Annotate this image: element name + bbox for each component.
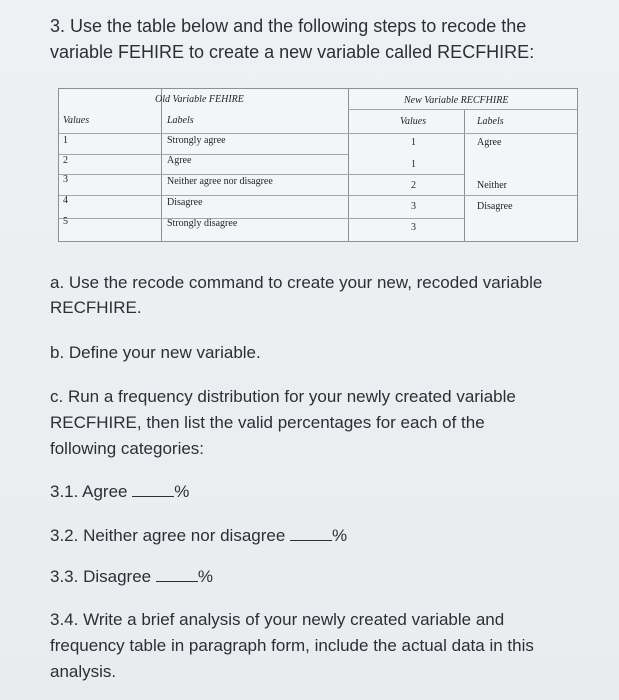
new-label-neither: Neither	[477, 180, 507, 191]
old-label-4: Disagree	[167, 197, 203, 208]
old-variable-header: Old Variable FEHIRE	[155, 94, 244, 105]
old-value-3: 3	[63, 174, 68, 185]
new-variable-header: New Variable RECFHIRE	[404, 95, 509, 106]
neither-percent-sign: %	[332, 526, 348, 545]
old-values-header: Values	[63, 115, 90, 126]
new-label-agree: Agree	[477, 137, 502, 148]
item-analysis-line2: frequency table in paragraph form, include the actual data in this	[50, 636, 534, 655]
old-label-5: Strongly disagree	[167, 218, 238, 229]
disagree-percent-sign: %	[197, 567, 213, 586]
new-label-disagree: Disagree	[477, 201, 513, 212]
old-label-2: Agree	[167, 155, 192, 166]
item-disagree-label: 3.3. Disagree	[50, 567, 152, 586]
step-c-line2: RECFHIRE, then list the valid percentages for each of the	[50, 413, 485, 432]
new-value-5: 3	[411, 222, 416, 233]
old-labels-header: Labels	[167, 115, 194, 126]
item-neither-label: 3.2. Neither agree nor disagree	[50, 526, 286, 545]
old-value-1: 1	[63, 135, 68, 146]
agree-percent-sign: %	[174, 482, 190, 501]
old-value-2: 2	[63, 155, 68, 166]
step-b: b. Define your new variable.	[50, 343, 261, 362]
neither-percent-blank[interactable]	[290, 527, 332, 541]
recode-table	[58, 88, 578, 242]
agree-percent-blank[interactable]	[132, 483, 174, 497]
step-c-line3: following categories:	[50, 439, 205, 458]
step-a-line2: RECFHIRE.	[50, 298, 142, 317]
step-a-line1: a. Use the recode command to create your new, recoded variable	[50, 273, 543, 292]
item-agree-label: 3.1. Agree	[50, 482, 128, 501]
new-value-3: 2	[411, 180, 416, 191]
old-value-5: 5	[63, 216, 68, 227]
item-analysis-line3: analysis.	[50, 662, 117, 681]
new-value-1: 1	[411, 137, 416, 148]
disagree-percent-blank[interactable]	[156, 568, 198, 582]
old-value-4: 4	[63, 195, 68, 206]
item-analysis-line1: 3.4. Write a brief analysis of your newly created variable and	[50, 610, 505, 629]
new-labels-header: Labels	[477, 116, 504, 127]
question-title-line1: 3. Use the table below and the following steps to recode the	[50, 16, 527, 36]
item-agree	[50, 481, 189, 502]
new-value-4: 3	[411, 201, 416, 212]
old-label-3: Neither agree nor disagree	[167, 176, 273, 187]
item-neither	[50, 525, 347, 546]
old-label-1: Strongly agree	[167, 135, 226, 146]
item-disagree	[50, 566, 213, 587]
new-value-2: 1	[411, 159, 416, 170]
new-values-header: Values	[400, 116, 427, 127]
question-title-line2: variable FEHIRE to create a new variable called RECFHIRE:	[50, 42, 535, 62]
step-c-line1: c. Run a frequency distribution for your newly created variable	[50, 387, 516, 406]
